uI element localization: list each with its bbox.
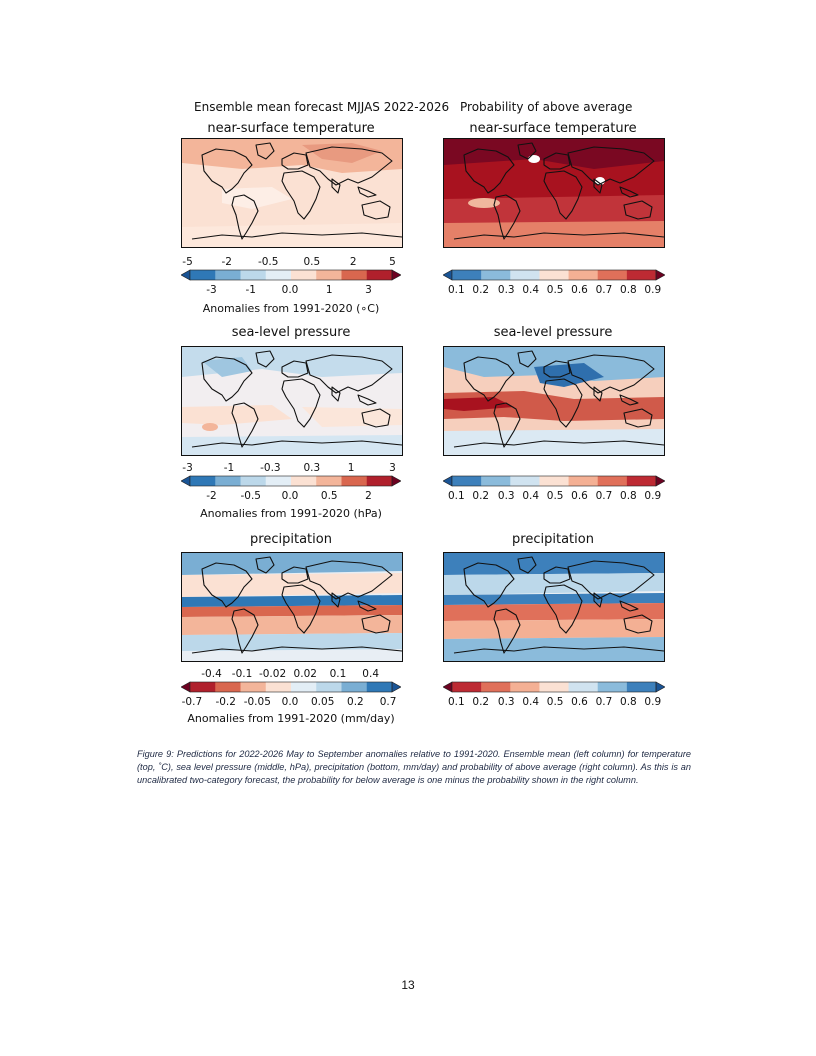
colorbar-segment [598, 476, 628, 486]
colorbar-extend-low [443, 476, 452, 486]
tick-label: 3 [389, 462, 396, 474]
tick-label: -0.7 [181, 696, 203, 708]
pressure-probability-ticks [443, 490, 665, 504]
colorbar-segment [627, 476, 657, 486]
colorbar-extend-high [656, 476, 665, 486]
colorbar-segment [510, 270, 540, 280]
map-title-temperature-mean: near-surface temperature [207, 121, 375, 136]
tick-label: 0.5 [320, 490, 338, 502]
tick-label: 0.0 [281, 696, 299, 708]
colorbar-extend-low [443, 270, 452, 280]
map-title-precipitation-mean: precipitation [250, 532, 332, 547]
figure-caption: Figure 9: Predictions for 2022-2026 May to September anomalies relative to 1991-2020. Ensemble mean (left column) for temperature (top, ˚C), sea level pressure (middle, hPa), precipitation (bottom, mm/day) and probability of above average (right column). As this is an uncalibrated two-category forecast, the probability for below average is one minus the probability shown in the right column. [137, 749, 691, 785]
tick-label: -2 [221, 256, 233, 268]
pressure-probability-colorbar [443, 475, 665, 487]
pressure-top-ticks [181, 462, 399, 476]
colorbar-segment [452, 476, 482, 486]
colorbar-segment [627, 682, 657, 692]
tick-label: 0.9 [644, 284, 662, 296]
colorbar-extend-high [656, 270, 665, 280]
tick-label: 1 [325, 284, 333, 296]
tick-label: 0.2 [472, 696, 490, 708]
colorbar-segment [367, 270, 393, 280]
colorbar-segment [291, 270, 317, 280]
colorbar-segment [598, 682, 628, 692]
map-title-pressure-prob: sea-level pressure [493, 325, 613, 340]
colorbar-segment [510, 682, 540, 692]
tick-label: -0.4 [201, 668, 222, 680]
map-pressure-anomaly [181, 346, 403, 456]
colorbar-segment [510, 476, 540, 486]
tick-label: -3 [182, 462, 193, 474]
tick-label: 0.8 [620, 490, 637, 502]
tick-label: -0.2 [215, 696, 236, 708]
temperature-top-ticks [181, 256, 399, 270]
tick-label: 0.6 [571, 490, 588, 502]
tick-label: -0.5 [257, 256, 279, 268]
temperature-colorbar-label: Anomalies from 1991-2020 (∘C) [202, 302, 380, 315]
colorbar-segment [291, 476, 317, 486]
colorbar-extend-high [392, 682, 401, 692]
colorbar-segment [539, 682, 569, 692]
colorbar-segment [241, 270, 267, 280]
colorbar-segment [316, 476, 342, 486]
right-column-header: Probability of above average [460, 100, 633, 114]
colorbar-segment [539, 270, 569, 280]
tick-label: 0.8 [620, 284, 637, 296]
tick-label: 0.3 [497, 490, 515, 502]
colorbar-segment [481, 270, 511, 280]
tick-label: -2 [206, 490, 217, 502]
map-precipitation-anomaly [181, 552, 403, 662]
tick-label: 0.4 [522, 696, 540, 708]
tick-label: -1 [245, 284, 256, 296]
map-temperature-probability [443, 138, 665, 248]
tick-label: 0.3 [497, 696, 515, 708]
map-title-pressure-mean: sea-level pressure [231, 325, 351, 340]
map-pressure-probability [443, 346, 665, 456]
colorbar-segment [627, 270, 657, 280]
tick-label: -1 [223, 462, 235, 474]
tick-label: 0.4 [362, 668, 380, 680]
colorbar-segment [291, 682, 317, 692]
colorbar-segment [266, 270, 292, 280]
colorbar-segment [342, 476, 368, 486]
tick-label: 0.2 [347, 696, 364, 708]
tick-label: -0.5 [240, 490, 261, 502]
colorbar-segment [342, 682, 368, 692]
colorbar-segment [367, 682, 393, 692]
colorbar-segment [215, 682, 241, 692]
colorbar-segment [266, 682, 292, 692]
colorbar-extend-low [181, 682, 190, 692]
tick-label: 0.9 [644, 696, 662, 708]
colorbar-segment [190, 270, 216, 280]
temperature-bottom-ticks [181, 284, 399, 298]
tick-label: 0.1 [329, 668, 347, 680]
colorbar-segment [539, 476, 569, 486]
page-number: 13 [401, 978, 415, 992]
tick-label: 0.4 [522, 490, 540, 502]
tick-label: 0.02 [293, 668, 317, 680]
tick-label: 0.3 [497, 284, 515, 296]
tick-label: 0.7 [595, 490, 613, 502]
colorbar-segment [569, 270, 599, 280]
colorbar-segment [569, 682, 599, 692]
tick-label: -0.1 [231, 668, 253, 680]
colorbar-extend-high [392, 270, 401, 280]
colorbar-segment [598, 270, 628, 280]
colorbar-segment [316, 270, 342, 280]
tick-label: -0.3 [260, 462, 281, 474]
temperature-probability-colorbar [443, 269, 665, 281]
left-column-header: Ensemble mean forecast MJJAS 2022-2026 [194, 100, 450, 114]
tick-label: 0.8 [620, 696, 637, 708]
colorbar-segment [190, 476, 216, 486]
tick-label: 0.1 [447, 284, 465, 296]
colorbar-segment [569, 476, 599, 486]
temperature-probability-ticks [443, 284, 665, 298]
tick-label: 5 [389, 256, 396, 268]
tick-label: -0.05 [243, 696, 271, 708]
tick-label: -5 [182, 256, 193, 268]
colorbar-segment [266, 476, 292, 486]
precipitation-anomaly-colorbar [181, 681, 401, 693]
tick-label: 0.7 [379, 696, 397, 708]
tick-label: 2 [365, 490, 372, 502]
tick-label: 0.5 [546, 490, 564, 502]
tick-label: 1 [347, 462, 355, 474]
tick-label: 0.5 [546, 284, 564, 296]
tick-label: 0.9 [644, 490, 662, 502]
map-title-precipitation-prob: precipitation [512, 532, 594, 547]
tick-label: 0.5 [546, 696, 564, 708]
colorbar-extend-low [181, 476, 190, 486]
tick-label: 0.6 [571, 696, 588, 708]
colorbar-extend-low [181, 270, 190, 280]
colorbar-segment [342, 270, 368, 280]
tick-label: 2 [349, 256, 357, 268]
map-title-temperature-prob: near-surface temperature [469, 121, 637, 136]
tick-label: 0.2 [472, 490, 490, 502]
precipitation-bottom-ticks [181, 696, 399, 710]
pressure-colorbar-label: Anomalies from 1991-2020 (hPa) [200, 507, 382, 520]
colorbar-segment [241, 682, 267, 692]
pressure-anomaly-colorbar [181, 475, 401, 487]
tick-label: 0.3 [303, 462, 321, 474]
tick-label: 0.5 [303, 256, 321, 268]
tick-label: -3 [206, 284, 217, 296]
precipitation-colorbar-label: Anomalies from 1991-2020 (mm/day) [187, 712, 395, 725]
tick-label: 0.0 [281, 284, 299, 296]
precipitation-probability-ticks [443, 696, 665, 710]
tick-label: 0.2 [472, 284, 490, 296]
colorbar-segment [190, 682, 216, 692]
temperature-anomaly-colorbar [181, 269, 401, 281]
colorbar-segment [316, 682, 342, 692]
colorbar-segment [241, 476, 267, 486]
tick-label: 0.0 [281, 490, 299, 502]
precipitation-top-ticks [181, 668, 399, 682]
colorbar-segment [452, 270, 482, 280]
colorbar-segment [215, 270, 241, 280]
colorbar-segment [481, 682, 511, 692]
colorbar-segment [452, 682, 482, 692]
map-precipitation-probability [443, 552, 665, 662]
tick-label: -0.02 [258, 668, 287, 680]
tick-label: 0.1 [447, 490, 465, 502]
tick-label: 0.7 [595, 696, 613, 708]
tick-label: 0.1 [447, 696, 465, 708]
tick-label: 0.4 [522, 284, 540, 296]
colorbar-extend-high [392, 476, 401, 486]
map-temperature-anomaly [181, 138, 403, 248]
pressure-bottom-ticks [181, 490, 399, 504]
colorbar-segment [481, 476, 511, 486]
precipitation-probability-colorbar [443, 681, 665, 693]
colorbar-segment [367, 476, 393, 486]
tick-label: 0.7 [595, 284, 613, 296]
colorbar-extend-low [443, 682, 452, 692]
tick-label: 0.05 [310, 696, 335, 708]
colorbar-segment [215, 476, 241, 486]
tick-label: 3 [365, 284, 372, 296]
tick-label: 0.6 [571, 284, 588, 296]
colorbar-extend-high [656, 682, 665, 692]
